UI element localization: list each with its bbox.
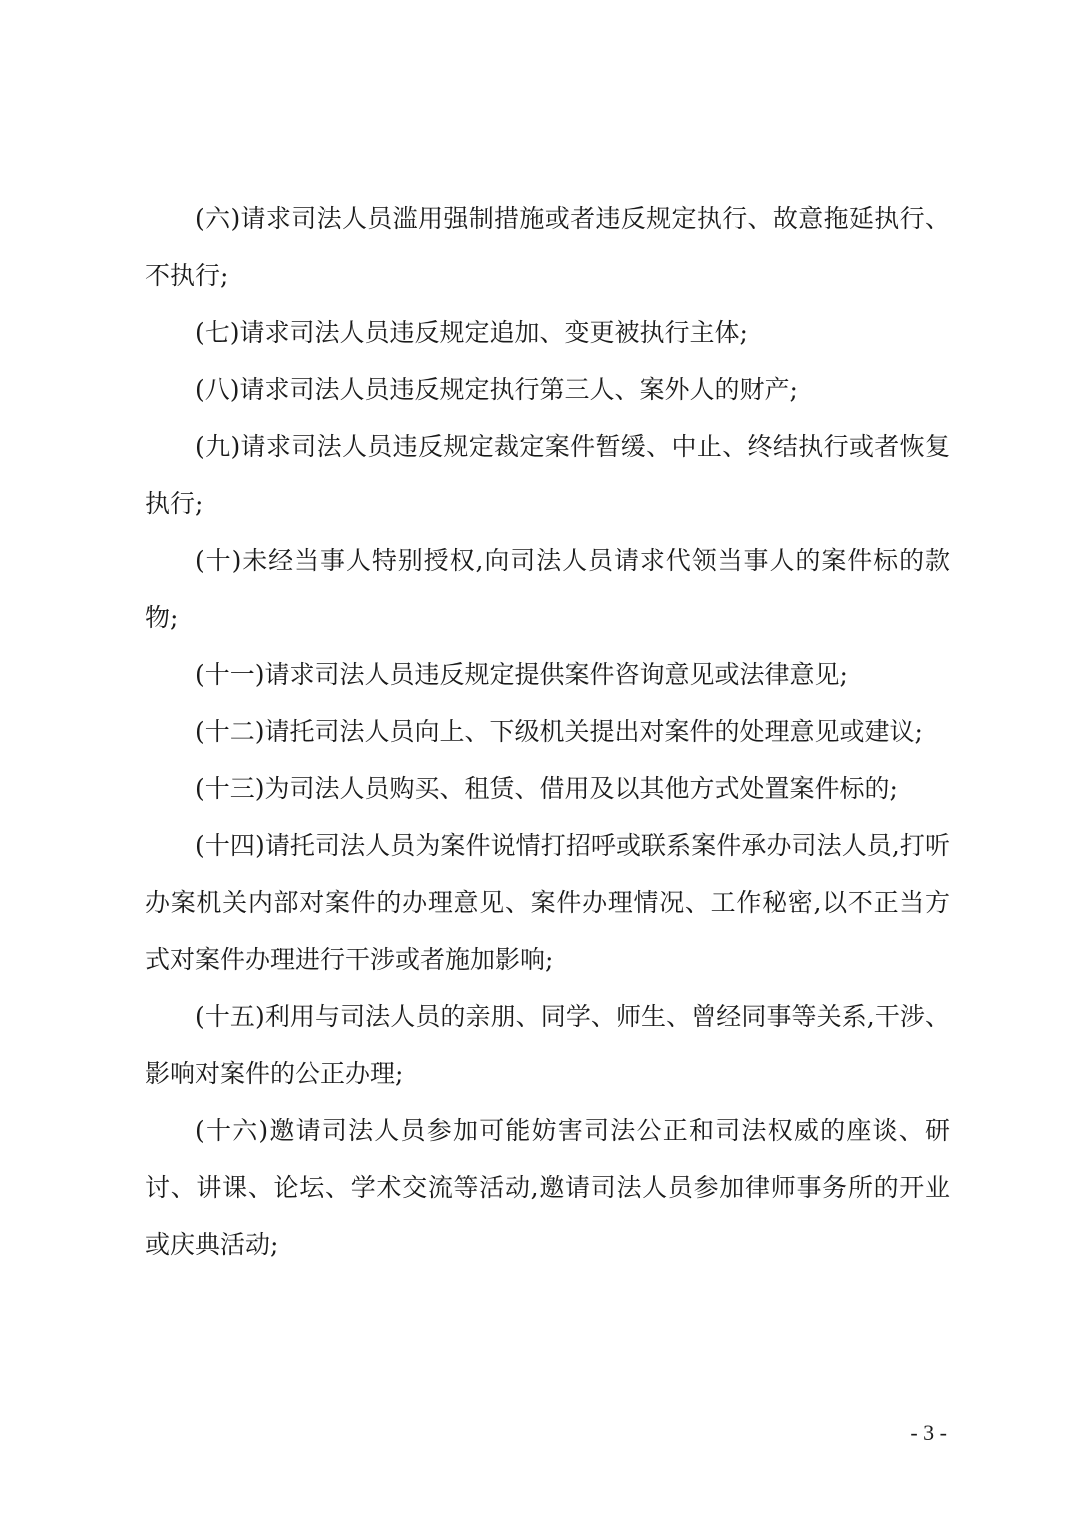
page-number: - 3 - [910, 1420, 947, 1445]
paragraph-14: (十四)请托司法人员为案件说情打招呼或联系案件承办司法人员,打听办案机关内部对案件的办理意见、案件办理情况、工作秘密,以不正当方式对案件办理进行干涉或者施加影响; [145, 831, 950, 974]
paragraph-7: (七)请求司法人员违反规定追加、变更被执行主体; [195, 318, 748, 347]
paragraph-6: (六)请求司法人员滥用强制措施或者违反规定执行、故意拖延执行、不执行; [145, 204, 950, 290]
paragraph-12: (十二)请托司法人员向上、下级机关提出对案件的处理意见或建议; [195, 717, 923, 746]
paragraph-10: (十)未经当事人特别授权,向司法人员请求代领当事人的案件标的款物; [145, 546, 950, 632]
paragraph-15: (十五)利用与司法人员的亲朋、同学、师生、曾经同事等关系,干涉、影响对案件的公正办理; [145, 1002, 950, 1088]
paragraph-16: (十六)邀请司法人员参加可能妨害司法公正和司法权威的座谈、研讨、讲课、论坛、学术交流等活动,邀请司法人员参加律师事务所的开业或庆典活动; [145, 1116, 950, 1259]
paragraph-11: (十一)请求司法人员违反规定提供案件咨询意见或法律意见; [195, 660, 848, 689]
paragraph-13: (十三)为司法人员购买、租赁、借用及以其他方式处置案件标的; [195, 774, 898, 803]
document-body [145, 190, 950, 1273]
paragraph-9: (九)请求司法人员违反规定裁定案件暂缓、中止、终结执行或者恢复执行; [145, 432, 950, 518]
paragraph-8: (八)请求司法人员违反规定执行第三人、案外人的财产; [195, 375, 798, 404]
